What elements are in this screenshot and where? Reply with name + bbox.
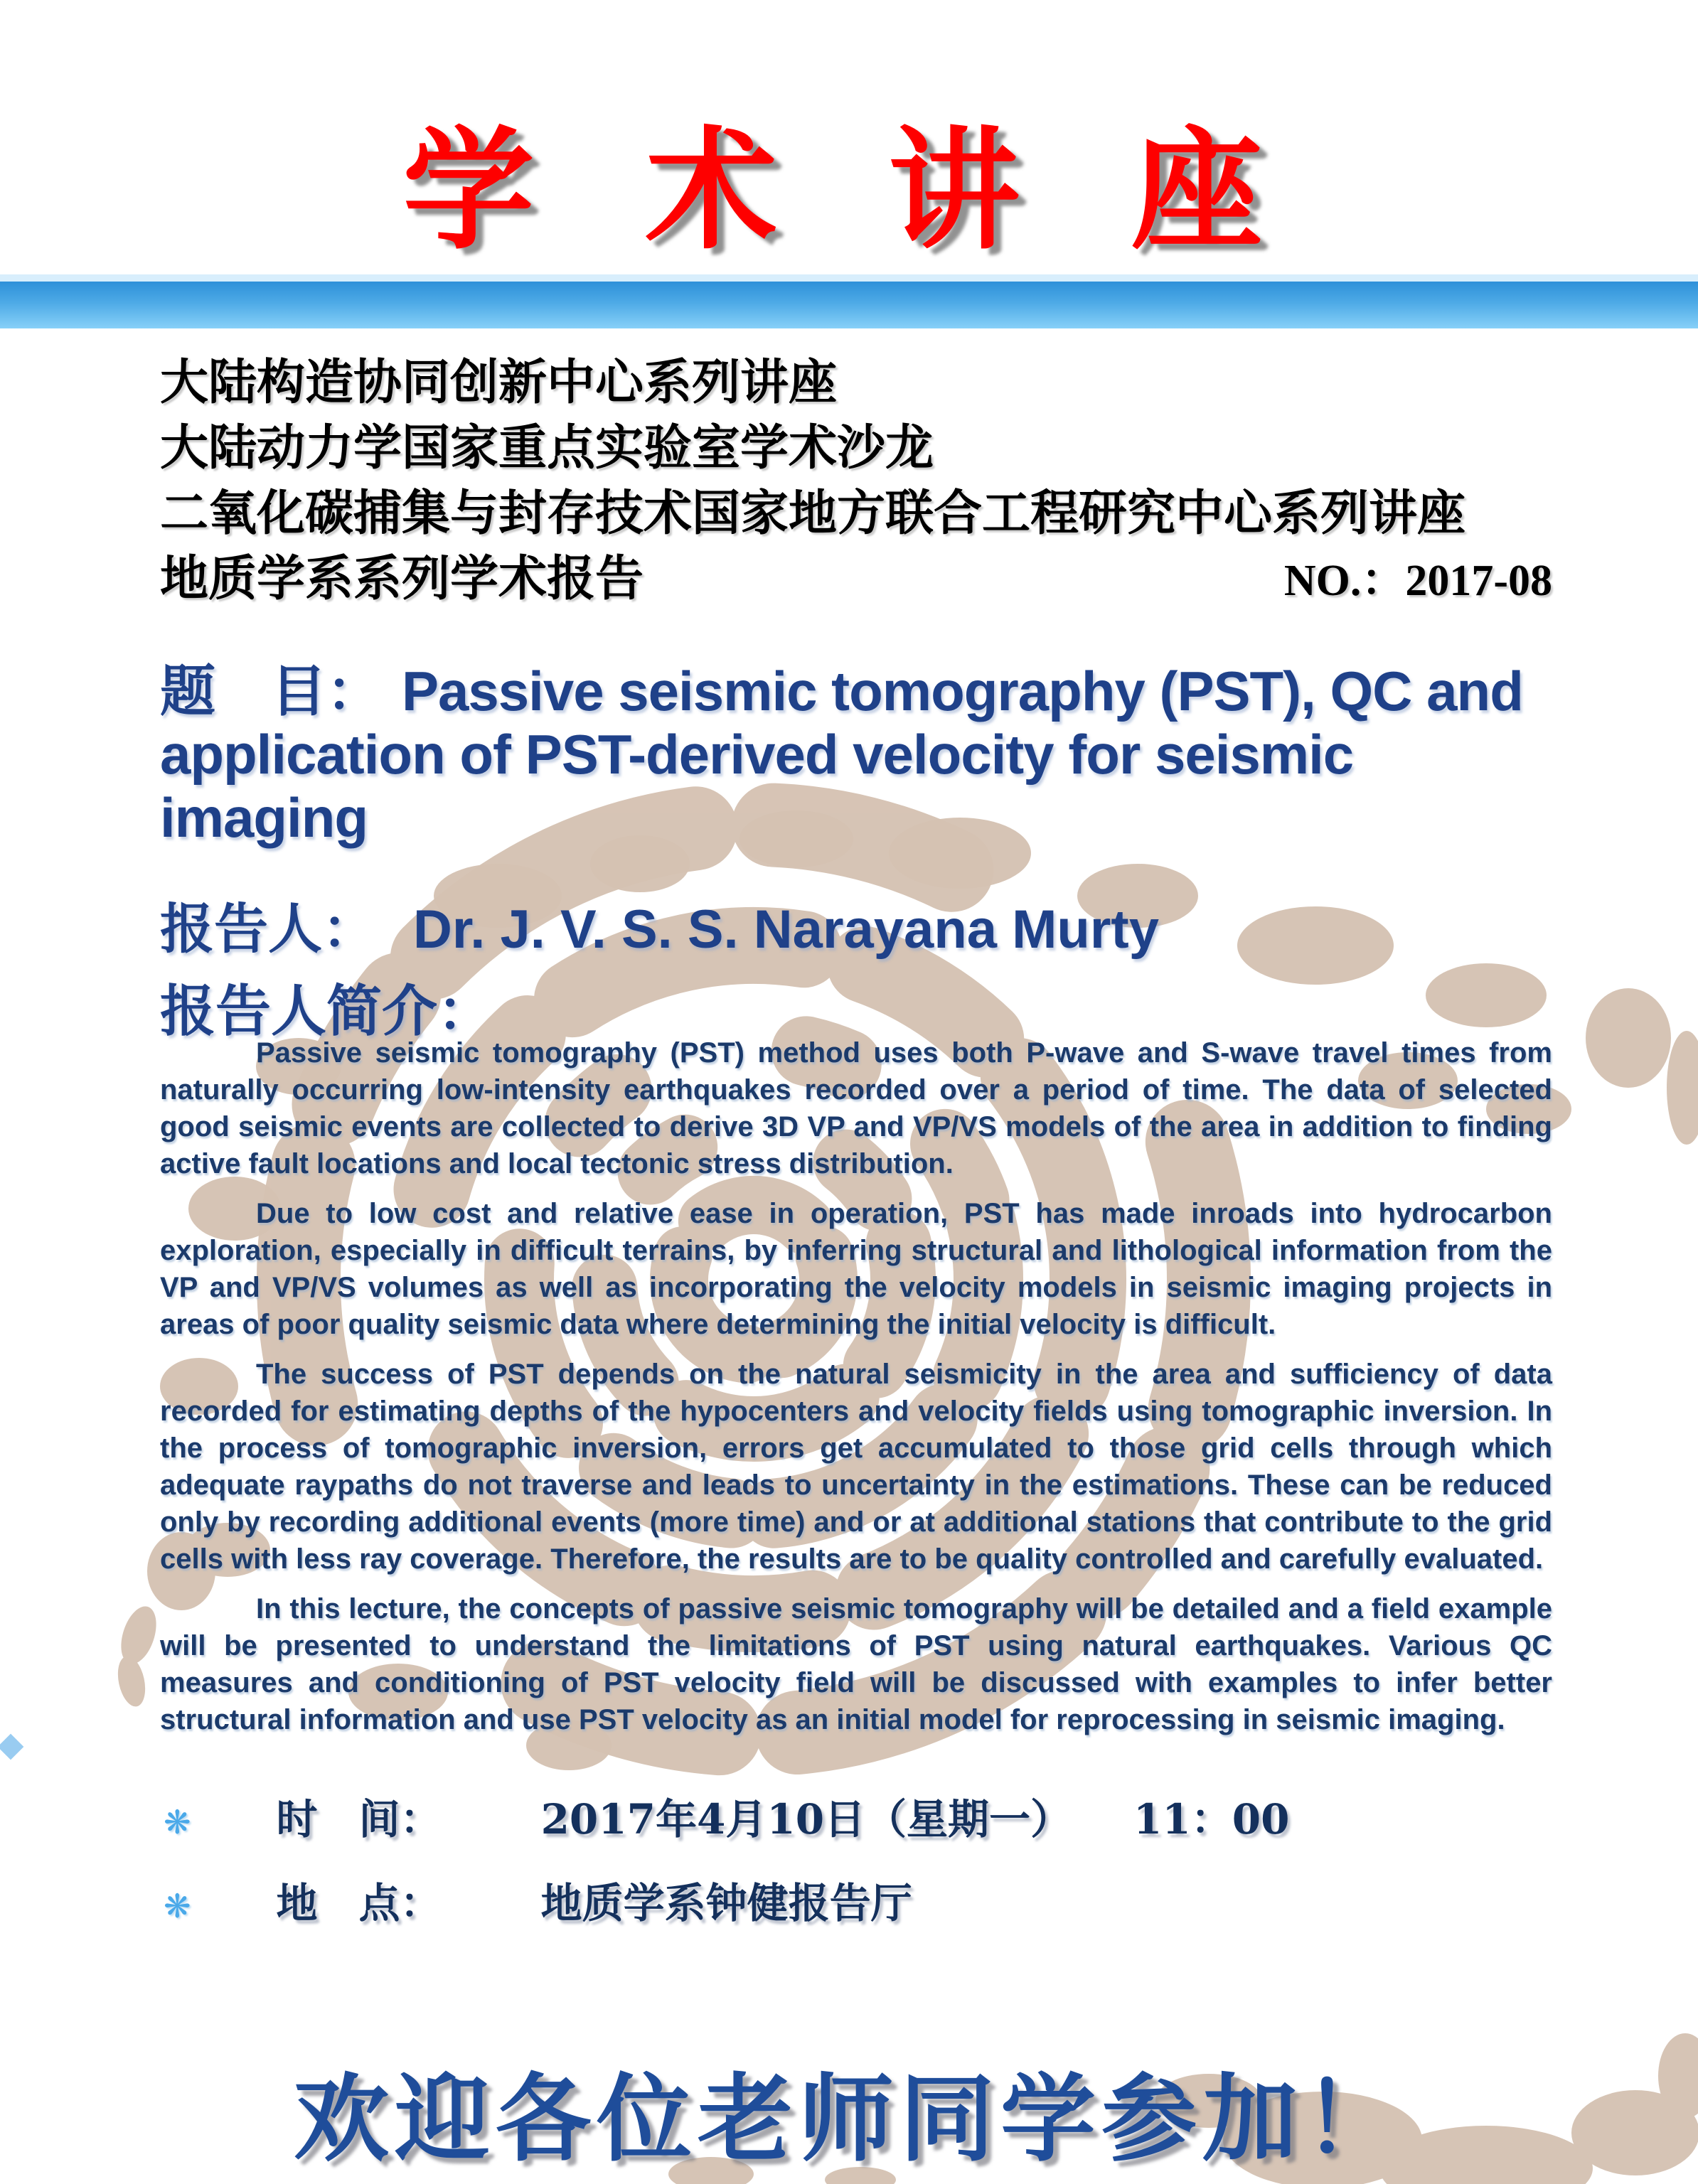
- footer-message: 欢迎各位老师同学参加！: [293, 2062, 1404, 2175]
- speaker-name: Dr. J. V. S. S. Narayana Murty: [413, 899, 1160, 960]
- abstract-paragraph: Passive seismic tomography (PST) method uses both P-wave and S-wave travel times from naturally occurring low-intensity earthquakes recorded over a period of time. The data of selected good seismic events are collected to derive 3D VP and VP/VS models of the area in addition to finding active fault locations and local tectonic stress distribution.: [160, 1037, 1552, 1179]
- venue-label: 地 点：: [276, 1879, 442, 1927]
- topic-label: 题 目：: [160, 660, 383, 722]
- venue-value: 地质学系钟健报告厅: [540, 1879, 912, 1927]
- series-line: 二氧化碳捕集与封存技术国家地方联合工程研究中心系列讲座: [160, 485, 1466, 542]
- divider-band: [0, 282, 1698, 328]
- bio-label: 报告人简介：: [160, 980, 493, 1042]
- issue-number: NO.：2017-08: [1283, 557, 1552, 605]
- abstract: [160, 1034, 1552, 1751]
- time-value: 2017年4月10日（星期一） 11：00: [540, 1795, 1290, 1843]
- series-line: 地质学系系列学术报告: [160, 550, 644, 607]
- series-line: 大陆构造协同创新中心系列讲座: [160, 354, 838, 411]
- asterisk-bullet-icon: ❋: [164, 1803, 191, 1841]
- topic-title: Passive seismic tomography (PST), QC and application of PST-derived velocity for seismic imaging: [160, 660, 1523, 849]
- page-title: 学 术 讲 座: [402, 114, 1296, 267]
- speaker-label: 报告人：: [160, 899, 376, 960]
- speaker-row: [160, 886, 1557, 963]
- abstract-paragraph: In this lecture, the concepts of passive seismic tomography will be detailed and a field example will be presented to understand the limitations of PST using natural earthquakes. Various QC measures and conditioning of PST velocity field will be discussed with examples to infer better structural information and use PST velocity as an initial model for reprocessing in seismic imaging.: [160, 1593, 1552, 1735]
- time-label: 时 间：: [276, 1795, 442, 1843]
- topic-heading: [160, 660, 1557, 850]
- abstract-paragraph: The success of PST depends on the natural seismicity in the area and sufficiency of data recorded for estimating depths of the hypocenters and velocity fields using tomographic inversion. In the process of tomographic inversion, errors get accumulated to those grid cells through which adequate raypaths do not traverse and leads to uncertainty in the estimations. These can be reduced only by recording additional events (more time) and or at additional stations that contribute to the grid cells with less ray coverage. Therefore, the results are to be quality controlled and carefully evaluated.: [160, 1359, 1552, 1575]
- series-list: [160, 350, 1571, 614]
- venue-row: [164, 1870, 1586, 1929]
- series-line: 大陆动力学国家重点实验室学术沙龙: [160, 419, 934, 476]
- divider-highlight: [0, 274, 1698, 282]
- asterisk-bullet-icon: ❋: [164, 1887, 191, 1925]
- abstract-paragraph: Due to low cost and relative ease in operation, PST has made inroads into hydrocarbon exploration, especially in difficult terrains, by inferring structural and lithological information from the VP and VP/VS volumes as well as incorporating the velocity models in seismic imaging projects in areas of poor quality seismic data where determining the initial velocity is difficult.: [160, 1198, 1552, 1340]
- time-row: [164, 1786, 1586, 1846]
